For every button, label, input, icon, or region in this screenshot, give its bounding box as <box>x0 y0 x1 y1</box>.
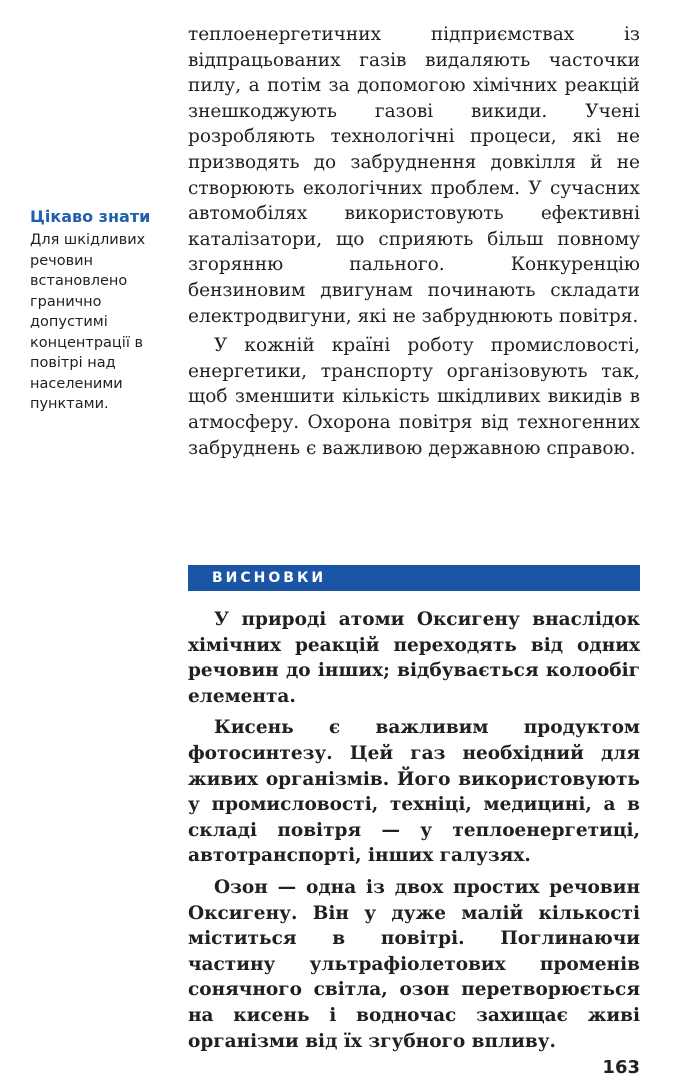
conclusions-header: ВИСНОВКИ <box>188 565 640 591</box>
main-paragraph-1: теплоенергетичних підприємствах із відпрацьованих газів видаляють часточки пилу, а потім за допомогою хімічних реакцій знешкоджують газові викиди. Учені розробляють технологічні процеси, які не призводять до забруднення довкілля й не створюють екологічних проблем. У сучасних автомобілях використовують ефективні каталізатори, що сприяють більш повному згорянню пального. Конкуренцію бензиновим двигунам починають складати електродвигуни, які не забруднюють повітря. <box>188 24 640 327</box>
page-number: 163 <box>602 1057 640 1078</box>
conclusion-paragraph-1: У природі атоми Оксигену внаслідок хімічних реакцій переходять від одних речовин до інших; відбувається колообіг елемента. <box>188 609 640 707</box>
sidebar-title: Цікаво знати <box>30 207 151 226</box>
main-text <box>188 22 640 465</box>
did-you-know-sidebar <box>30 206 170 415</box>
sidebar-text: Для шкідливих речовин встановлено гранично допустимі концентрації в повітрі над населеними пунктами. <box>30 232 146 412</box>
conclusion-paragraph-3: Озон — одна із двох простих речовин Оксигену. Він у дуже малій кількості міститься в повітрі. Поглинаючи частину ультрафіолетових променів сонячного світла, озон перетворюється на кисень і водночас захищає живі організми від їх згубного впливу. <box>188 876 640 1052</box>
conclusions-text <box>188 607 640 1060</box>
conclusion-paragraph-2: Кисень є важливим продуктом фотосинтезу. Цей газ необхідний для живих організмів. Його використовують у промисловості, техніці, медицині, а в складі повітря — у теплоенергетиці, автотранспорті, інших галузях. <box>188 717 640 867</box>
main-paragraph-2: У кожній країні роботу промисловості, енергетики, транспорту організовують так, щоб зменшити кількість шкідливих викидів в атмосферу. Охорона повітря від техногенних забруднень є важливою державною справою. <box>188 335 640 459</box>
